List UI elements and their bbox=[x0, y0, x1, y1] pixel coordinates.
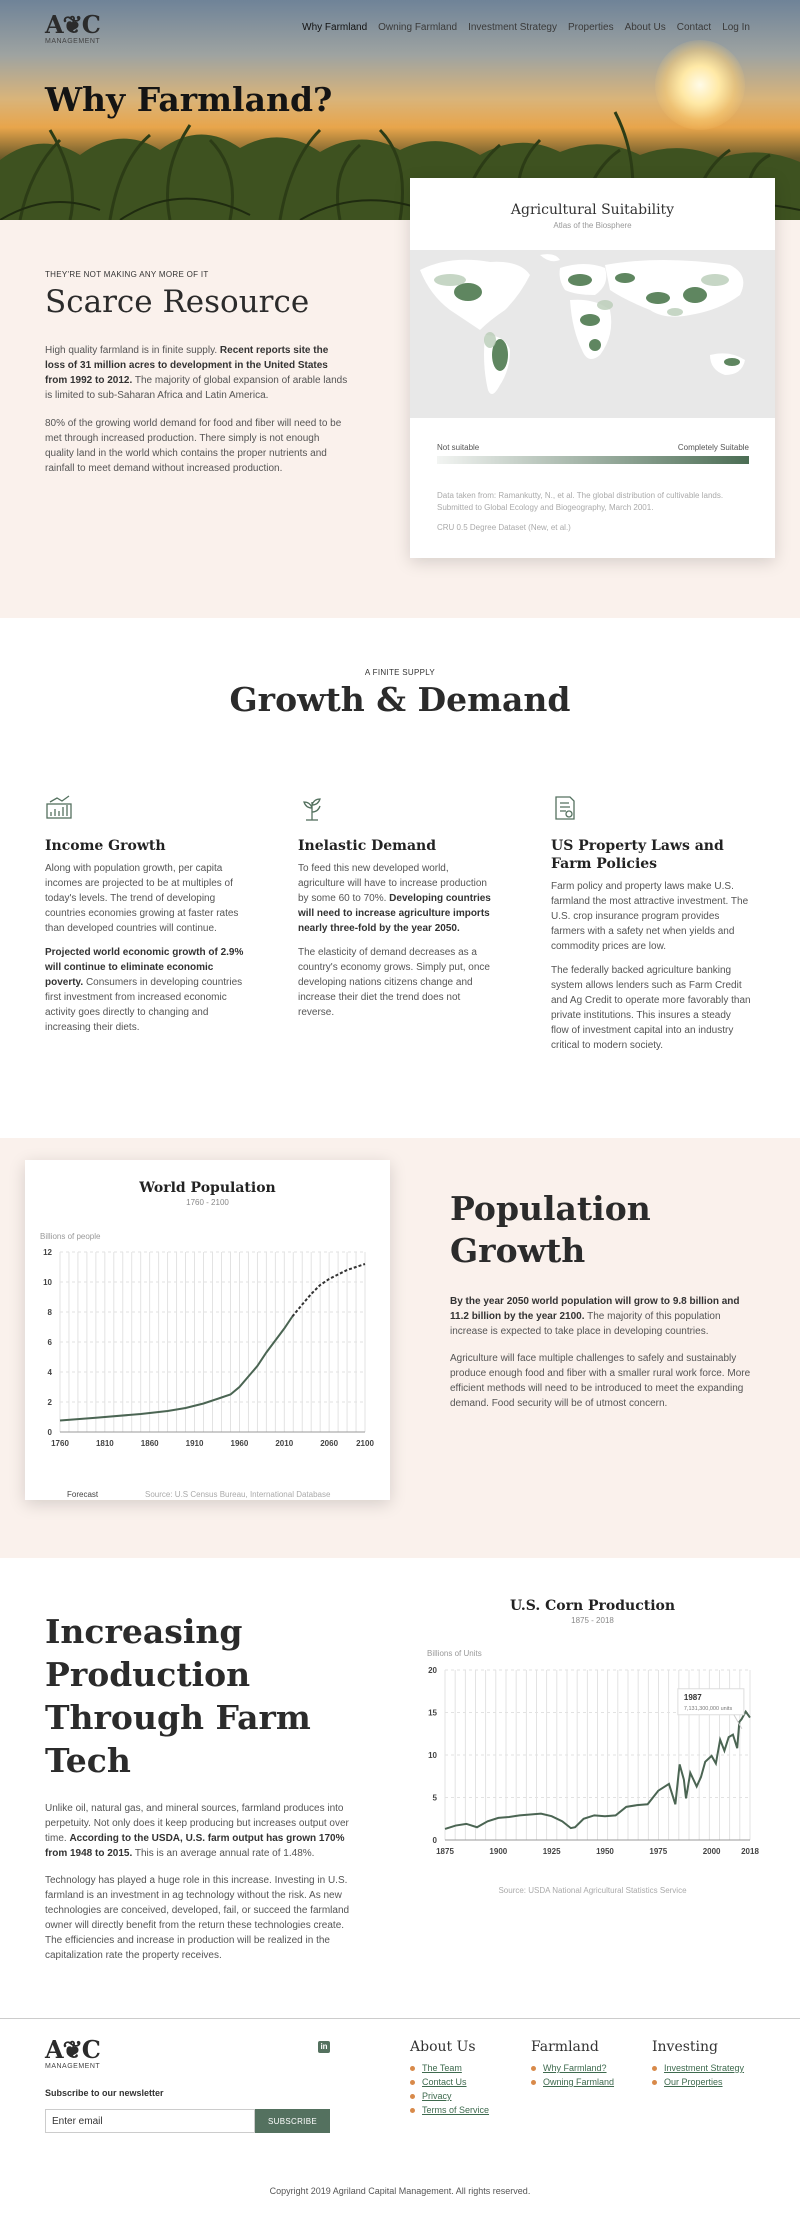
footer-investing-column bbox=[652, 2039, 752, 2089]
y-tick-label: 12 bbox=[43, 1248, 52, 1257]
inelastic-demand-column bbox=[298, 794, 498, 1029]
x-tick-label: 1910 bbox=[185, 1439, 204, 1448]
section-title: Increasing Production Through Farm Tech bbox=[45, 1612, 311, 1780]
x-tick-label: 1860 bbox=[140, 1439, 159, 1448]
property-laws-column bbox=[551, 794, 751, 1062]
map-subtitle: Atlas of the Biosphere bbox=[553, 221, 632, 230]
y-tick-label: 4 bbox=[47, 1368, 52, 1377]
column-paragraph-2 bbox=[45, 945, 245, 1035]
y-tick-label: 0 bbox=[47, 1428, 52, 1437]
production-paragraph-2: Technology has played a huge role in this increase. Investing in U.S. farmland is an investment in ag technology without the risk. As new technologies are conceived, developed, fail, or succeed the farmland owner will directly benefit from the return these technologies create. The efficiencies and increase in production will be realized in the capitalization rate the property receives. bbox=[45, 1875, 350, 1961]
scarce-paragraph-2: 80% of the growing world demand for food and fiber will need to be met through increased production. There simply is not enough quality land in the world which contains the proper nutrients and rainfall to meet demand without increased production. bbox=[45, 418, 342, 474]
x-tick-label: 2018 bbox=[741, 1847, 759, 1856]
world-population-chart-card bbox=[25, 1160, 390, 1500]
x-tick-label: 1760 bbox=[51, 1439, 69, 1448]
world-population-chart bbox=[25, 1242, 390, 1482]
x-tick-label: 1875 bbox=[436, 1847, 454, 1856]
chart-subtitle: 1875 - 2018 bbox=[571, 1616, 614, 1625]
sprout-icon bbox=[298, 794, 326, 822]
world-map-graphic bbox=[410, 250, 775, 418]
growth-demand-section bbox=[0, 618, 800, 1138]
annotation-value: 7,131,300,000 units bbox=[683, 1705, 733, 1712]
footer-logo[interactable] bbox=[45, 2037, 115, 2073]
copyright: Copyright 2019 Agriland Capital Management. All rights reserved. bbox=[269, 2186, 531, 2196]
bold-text: Recent reports site the loss of 31 million acres to development in the United States from 1992 to 2012. bbox=[45, 345, 329, 386]
newsletter-email-input[interactable] bbox=[45, 2109, 255, 2133]
text: Consumers in developing countries first investment from increased economic activity goes directly to changing and increasing their diets. bbox=[45, 977, 243, 1033]
column-paragraph-1: Along with population growth, per capita incomes are projected to be at multiples of today's levels. The trend of developing countries economies growing at faster rates than developed countries will continue. bbox=[45, 863, 239, 934]
chart-subtitle: 1760 - 2100 bbox=[186, 1198, 229, 1207]
nav-contact[interactable]: Contact bbox=[676, 22, 712, 33]
x-tick-label: 2100 bbox=[356, 1439, 374, 1448]
text: The majority of global expansion of arable lands is limited to sub-Saharan Africa and Latin America. bbox=[45, 375, 348, 401]
footer-link-contact-us[interactable]: Contact Us bbox=[410, 2075, 489, 2089]
x-tick-label: 1810 bbox=[95, 1439, 114, 1448]
section-title: Scarce Resource bbox=[45, 284, 310, 320]
footer-column-title: Farmland bbox=[531, 2039, 599, 2055]
x-tick-label: 2060 bbox=[320, 1439, 339, 1448]
main-nav bbox=[302, 22, 750, 33]
footer-column-title: Investing bbox=[652, 2039, 719, 2055]
column-paragraph-2: The elasticity of demand decreases as a country's economy grows. Simply put, once developing nations citizens change and increase their diet the trend does not reverse. bbox=[298, 947, 490, 1018]
corn-production-chart bbox=[420, 1658, 765, 1883]
text: The majority of this population increase is expected to take place in developing countries. bbox=[450, 1311, 721, 1337]
production-paragraph-1 bbox=[45, 1801, 350, 1861]
column-paragraph-1 bbox=[298, 861, 498, 936]
population-paragraph-2: Agriculture will face multiple challenges to safely and sustainably produce enough food and fiber with a smaller rural work force. More efficient methods will need to be introduced to meet the expanding demand. Food security will be of utmost concern. bbox=[450, 1353, 751, 1409]
footer-link-why-farmland[interactable]: Why Farmland? bbox=[531, 2061, 614, 2075]
x-tick-label: 1975 bbox=[649, 1847, 668, 1856]
y-tick-label: 15 bbox=[428, 1708, 437, 1718]
bold-text: By the year 2050 world population will grow to 9.8 billion and 11.2 billion by the year 2100. bbox=[450, 1296, 740, 1322]
y-tick-label: 10 bbox=[43, 1278, 52, 1287]
chart-y-label: Billions of Units bbox=[427, 1649, 482, 1658]
section-eyebrow: THEY'RE NOT MAKING ANY MORE OF IT bbox=[45, 270, 209, 279]
document-icon bbox=[551, 794, 579, 822]
footer-farmland-column bbox=[531, 2039, 614, 2089]
production-section bbox=[0, 1558, 800, 2018]
nav-investment-strategy[interactable]: Investment Strategy bbox=[468, 22, 557, 33]
y-tick-label: 8 bbox=[47, 1308, 52, 1317]
series-line-forecast bbox=[292, 1264, 365, 1317]
chart-legend bbox=[67, 1490, 98, 1499]
chart-y-label: Billions of people bbox=[40, 1232, 101, 1241]
column-paragraph-2: The federally backed agriculture banking system allows lenders such as Farm Credit and Ag Credit to operate more favorably than private institutions. This insures a steady flow of investment capital into an industry critical to modern society. bbox=[551, 965, 751, 1051]
footer-link-privacy[interactable]: Privacy bbox=[410, 2089, 489, 2103]
scarce-paragraph-1 bbox=[45, 343, 350, 403]
population-growth-section bbox=[0, 1138, 800, 1558]
footer-link-investment-strategy[interactable]: Investment Strategy bbox=[652, 2061, 752, 2075]
column-title: Income Growth bbox=[45, 838, 166, 854]
section-title: Growth & Demand bbox=[229, 680, 571, 719]
annotation-year: 1987 bbox=[683, 1692, 702, 1702]
footer-about-column bbox=[410, 2039, 489, 2117]
text: To feed this new developed world, agriculture will have to increase production by some 60 to 70%. bbox=[298, 863, 487, 904]
y-tick-label: 0 bbox=[432, 1836, 437, 1845]
x-tick-label: 1925 bbox=[542, 1847, 561, 1856]
x-tick-label: 1960 bbox=[230, 1439, 249, 1448]
population-paragraph-1 bbox=[450, 1294, 755, 1339]
chart-title: World Population bbox=[139, 1180, 276, 1196]
column-title: US Property Laws and Farm Policies bbox=[551, 838, 724, 872]
suitability-map-card bbox=[410, 178, 775, 558]
legend-low-label: Not suitable bbox=[437, 443, 480, 452]
map-title: Agricultural Suitability bbox=[510, 202, 675, 218]
nav-about-us[interactable]: About Us bbox=[624, 22, 666, 33]
y-tick-label: 10 bbox=[428, 1751, 437, 1760]
footer-link-terms[interactable]: Terms of Service bbox=[410, 2103, 489, 2117]
linkedin-icon[interactable]: in bbox=[318, 2041, 330, 2053]
bold-text: Projected world economic growth of 2.9% will continue to eliminate economic poverty. bbox=[45, 947, 244, 988]
logo-mark: A❦C bbox=[45, 2035, 100, 2064]
chart-title: U.S. Corn Production bbox=[509, 1598, 676, 1614]
section-title: Population Growth bbox=[450, 1189, 651, 1270]
map-dataset-note: CRU 0.5 Degree Dataset (New, et al.) bbox=[437, 523, 571, 532]
y-tick-label: 6 bbox=[47, 1338, 52, 1347]
chart-source: Source: U.S Census Bureau, International Database bbox=[145, 1490, 331, 1499]
page-title: Why Farmland? bbox=[45, 80, 333, 119]
footer-link-our-properties[interactable]: Our Properties bbox=[652, 2075, 752, 2089]
column-title: Inelastic Demand bbox=[298, 838, 436, 854]
legend-forecast-label: Forecast bbox=[67, 1490, 99, 1499]
bold-text: Developing countries will need to increase agriculture imports nearly three-fold by the year 2050. bbox=[298, 893, 491, 934]
y-tick-label: 20 bbox=[428, 1666, 437, 1675]
x-tick-label: 1900 bbox=[489, 1847, 508, 1856]
chart-source: Source: USDA National Agricultural Statistics Service bbox=[498, 1886, 687, 1895]
world-map bbox=[410, 250, 775, 418]
site-footer bbox=[0, 2018, 800, 2223]
x-tick-label: 1950 bbox=[596, 1847, 614, 1856]
nav-properties[interactable]: Properties bbox=[568, 22, 614, 33]
bar-chart-icon bbox=[45, 794, 73, 822]
newsletter-label: Subscribe to our newsletter bbox=[45, 2088, 164, 2098]
text: Unlike oil, natural gas, and mineral sources, farmland produces into perpetuity. Not only does it keep producing but increases output over time. bbox=[45, 1803, 349, 1844]
text: This is an average annual rate of 1.48%. bbox=[132, 1848, 315, 1859]
map-source-note: Data taken from: Ramankutty, N., et al. The global distribution of cultivable lands. Submitted to Global Ecology and Biogeography, March 2001. bbox=[437, 491, 724, 512]
legend-high-label: Completely Suitable bbox=[677, 443, 749, 452]
logo-subtitle: MANAGEMENT bbox=[45, 38, 101, 45]
legend-gradient bbox=[437, 456, 749, 464]
nav-owning-farmland[interactable]: Owning Farmland bbox=[378, 22, 458, 33]
bold-text: According to the USDA, U.S. farm output has grown 170% from 1948 to 2015. bbox=[45, 1833, 345, 1859]
y-tick-label: 2 bbox=[47, 1398, 52, 1407]
y-tick-label: 5 bbox=[432, 1793, 437, 1803]
brand-logo[interactable] bbox=[45, 12, 115, 48]
logo-subtitle: MANAGEMENT bbox=[45, 2063, 101, 2070]
subscribe-button[interactable]: SUBSCRIBE bbox=[255, 2109, 330, 2133]
nav-why-farmland[interactable]: Why Farmland bbox=[302, 22, 368, 33]
footer-column-title: About Us bbox=[410, 2039, 476, 2055]
income-growth-column bbox=[45, 794, 245, 1044]
column-paragraph-1: Farm policy and property laws make U.S. farmland the most attractive investment. The U.S. crop insurance program provides farmers with a safety net when yields and commodity prices are low. bbox=[551, 881, 749, 952]
logo-mark: A❦C bbox=[45, 10, 100, 39]
footer-link-owning-farmland[interactable]: Owning Farmland bbox=[531, 2075, 614, 2089]
footer-link-the-team[interactable]: The Team bbox=[410, 2061, 489, 2075]
section-eyebrow: A FINITE SUPPLY bbox=[364, 668, 436, 677]
text: High quality farmland is in finite supply. bbox=[45, 345, 220, 356]
x-tick-label: 2010 bbox=[275, 1439, 294, 1448]
x-tick-label: 2000 bbox=[702, 1847, 721, 1856]
nav-log-in[interactable]: Log In bbox=[722, 22, 750, 33]
